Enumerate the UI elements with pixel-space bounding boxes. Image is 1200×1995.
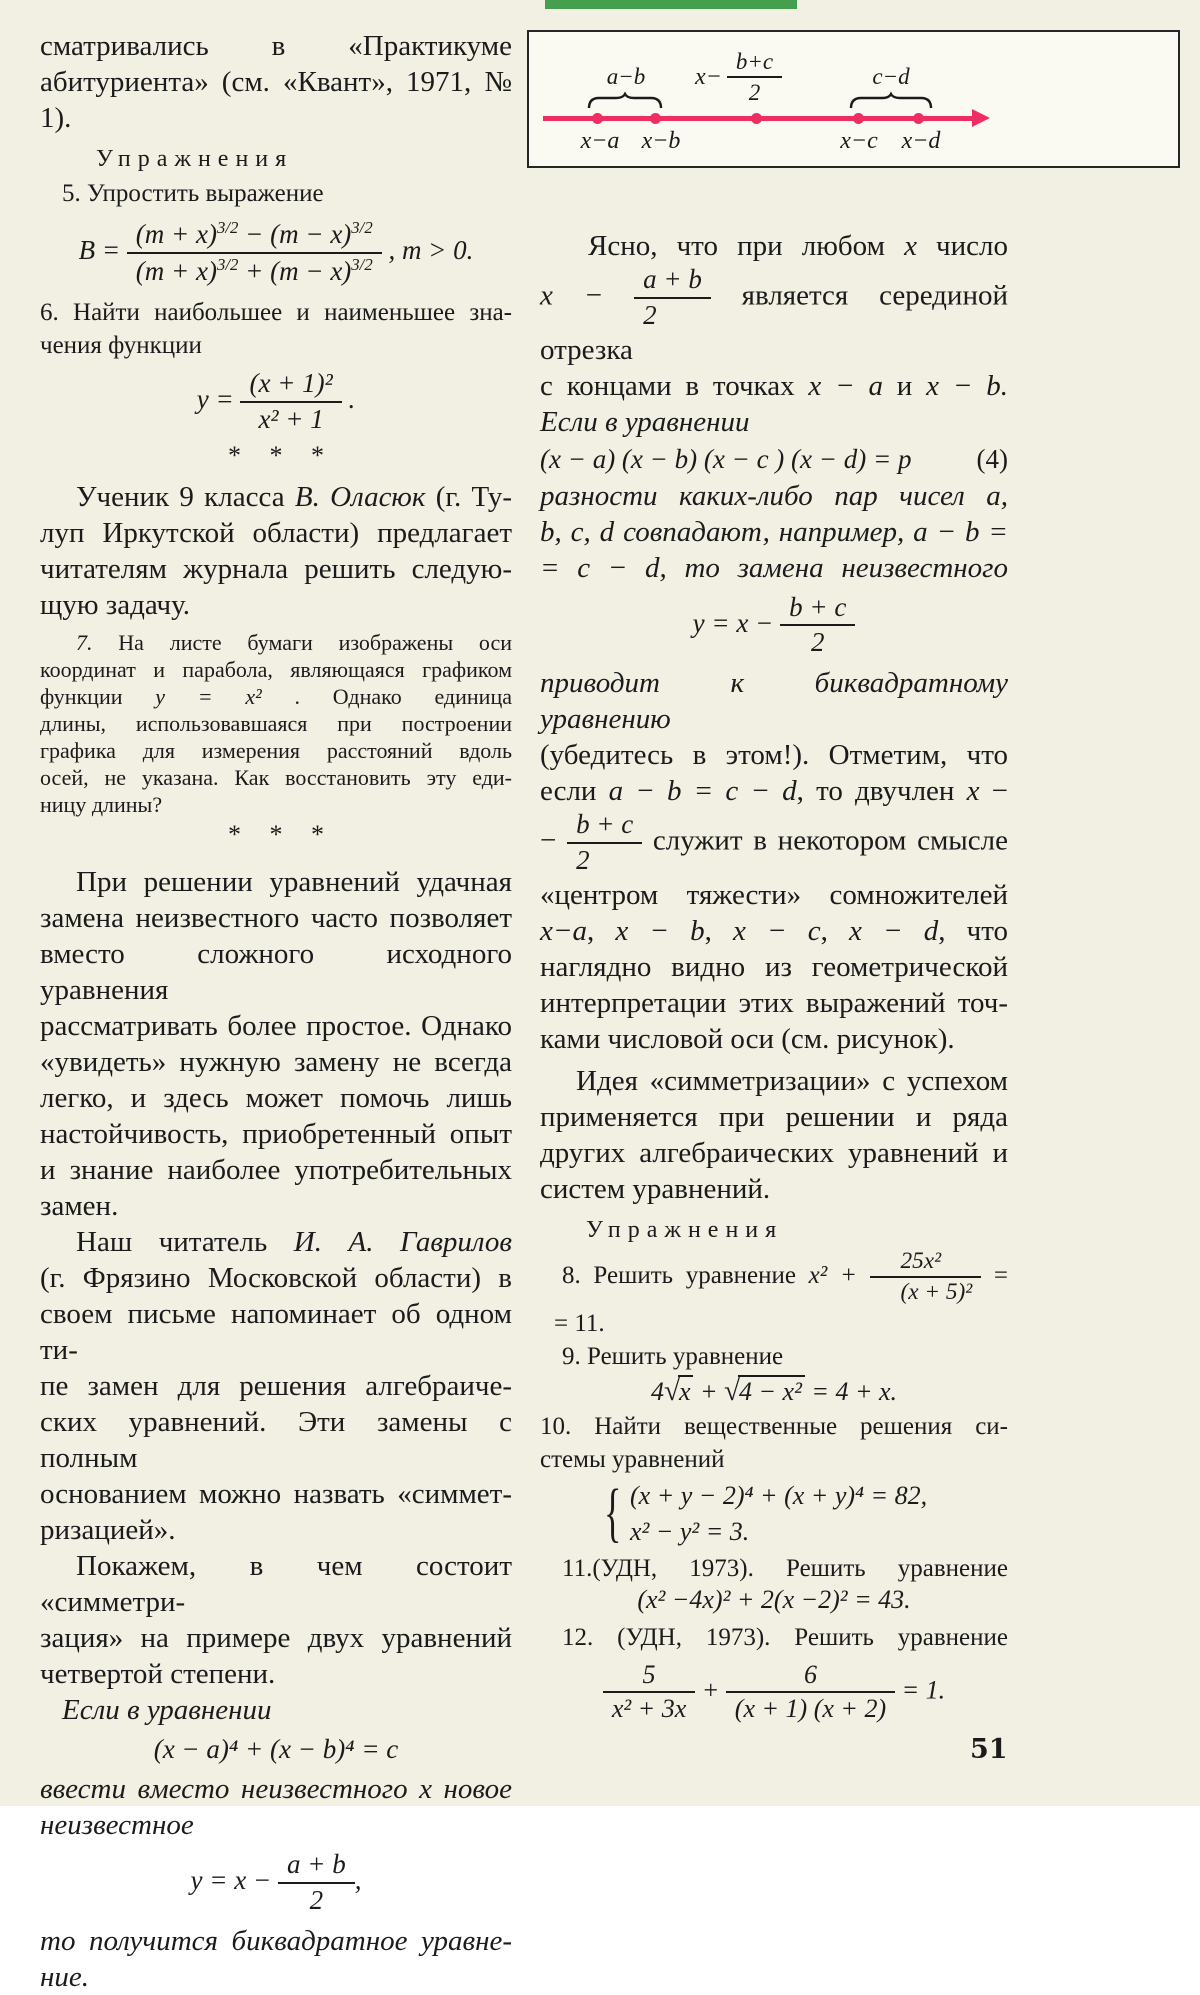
text-line: других алгебраических уравнений и	[540, 1136, 1008, 1169]
point-dot-xa	[592, 113, 603, 124]
scan-artifact-strip	[545, 0, 797, 9]
system-equation-2: x² − y² = 3.	[630, 1516, 750, 1546]
radical: √x	[664, 1377, 694, 1406]
exercise-9: 9. Решить уравнение 4√x + √4 − x² = 4 + x.	[540, 1340, 1008, 1408]
text-line: неизвестное	[40, 1809, 194, 1842]
paragraph-pokazhem	[40, 1548, 512, 1692]
paragraph-continuation	[40, 28, 512, 136]
exercises-heading: Упражнения	[586, 1216, 784, 1243]
text-line: 6. Найти наибольшее и наименьшее зна-	[40, 298, 512, 326]
text-line: четвертой степени.	[40, 1658, 276, 1691]
text-line: ризацией».	[40, 1514, 176, 1547]
text-line: с концами в точках x − a и x − b.	[540, 369, 1008, 402]
system-brace: {	[604, 1475, 622, 1549]
text-line: то получится биквадратное уравне-	[40, 1925, 512, 1958]
fraction: $\frac{\text{(x + 1)²}}{\text{x² + 1}}$	[240, 368, 341, 436]
text-line: ских уравнений. Эти замены с полным	[40, 1406, 512, 1475]
formula-substitution-ab: y = x − $\frac{a + b}{2}$ ,	[190, 1849, 362, 1916]
paragraph-pri-reshenii	[40, 864, 512, 1224]
exercise-10	[540, 1410, 1008, 1550]
midpoint-fraction: $\frac{b+c}{2}$	[727, 48, 782, 106]
fraction: $\frac{6}{(x + 1) (x + 2)}$	[726, 1660, 895, 1725]
brace-left-label: a−b	[606, 64, 646, 89]
text-line: ние.	[40, 1961, 90, 1994]
exercise-8: 8. Решить уравнение x² + $\frac{\text{25x²}}{\text{(x + 5)²}}$ = = 11.	[540, 1248, 1008, 1340]
text-line: ввести вместо неизвестного x новое	[40, 1773, 512, 1806]
right-column	[540, 228, 1008, 1731]
text-line: своем письме напоминает об одном ти-	[40, 1298, 512, 1367]
inline-fraction-line: − $\frac{b + c}{2}$ служит в некотором смысле	[540, 809, 1009, 876]
text-line: интерпретации этих выражений точ-	[540, 986, 1008, 1019]
fraction: $\frac{5}{\text{x² + 3x}}$	[603, 1660, 695, 1725]
exercises-heading: Упражнения	[96, 146, 294, 172]
fraction: $\frac{b + c}{2}$	[780, 592, 855, 660]
overbrace-left-icon	[587, 94, 663, 108]
fraction: $\frac{b + c}{2}$	[567, 809, 642, 877]
system-equation-1: (x + y − 2)⁴ + (x + y)⁴ = 82,	[630, 1480, 928, 1510]
text-line: читателям журнала решить следую-	[40, 553, 512, 586]
text-line: щую задачу.	[40, 589, 190, 622]
text-line: Ученик 9 класса В. Оласюк (г. Ту-	[76, 481, 512, 514]
text-line: рассматривать более простое. Однако	[40, 1010, 512, 1043]
paragraph-privodit	[540, 665, 1008, 809]
equation-4: (x − a) (x − b) (x − c ) (x − d) = p (4)	[540, 440, 1008, 478]
exercise-11: 11.(УДН, 1973). Решить уравнение (x² −4x)² + 2(x −2)² = 43.	[540, 1552, 1008, 1615]
lead-in-esli: Если в уравнении	[62, 1694, 272, 1727]
point-dot-xd	[913, 113, 924, 124]
text-line: ницу длины?	[40, 792, 163, 818]
paragraph-nash-chitatel	[40, 1224, 512, 1548]
equation-number: (4)	[976, 443, 1008, 474]
text-line: и знание наиболее употребительных	[40, 1154, 512, 1187]
text-line: систем уравнений.	[540, 1172, 771, 1205]
exercise-11-formula: (x² −4x)² + 2(x −2)² = 43.	[637, 1584, 911, 1614]
text-line: луп Иркутской области) предлагает	[40, 517, 512, 550]
fraction: $\frac{a + b}{2}$	[278, 1849, 355, 1917]
midpoint-label-prefix: x−	[695, 63, 722, 90]
radical: √4 − x²	[724, 1377, 805, 1406]
text-line: Покажем, в чем состоит «симметри-	[40, 1550, 512, 1619]
paragraph-to-poluchitsya	[40, 1923, 512, 1995]
page-number: 51	[970, 1734, 1008, 1765]
formula-lhs: B =	[78, 235, 121, 266]
text-line: 7. На листе бумаги изображены оси	[76, 630, 512, 656]
text-line: При решении уравнений удачная	[76, 866, 512, 899]
text-line: основанием можно назвать «симмет-	[40, 1478, 512, 1511]
inline-fraction-line: x − $\frac{a + b}{2}$ является серединой отрезка	[540, 264, 1008, 366]
fraction: $\frac{a + b}{2}$	[634, 264, 711, 332]
text-line: «увидеть» нужную замену не всегда	[40, 1046, 512, 1079]
arrow-right-icon	[972, 109, 990, 127]
exercise-7	[40, 629, 512, 818]
text-line: = c − d, то замена неизвестного	[540, 551, 1008, 584]
text-line: осей, не указана. Как восстановить эту еди-	[40, 765, 512, 791]
text-line: (убедитесь в этом!). Отметим, что	[540, 739, 1008, 772]
left-column	[40, 28, 512, 1995]
overbrace-right-icon	[849, 94, 933, 108]
formula-condition: , m > 0.	[388, 235, 474, 266]
text-line: разности каких-либо пар чисел a,	[540, 479, 1008, 512]
exercise-12-formula: $\frac{5}{\text{x² + 3x}}$ + $\frac{6}{(x + 1) (x + 2)}$ = 1.	[540, 1660, 1008, 1725]
text-line: абитуриента» (см. «Квант», 1971, № 1).	[40, 66, 512, 134]
paragraph-raznosti	[540, 478, 1008, 586]
paragraph-vvesti	[40, 1771, 512, 1843]
paragraph-privodit-rest	[540, 877, 1008, 1057]
text-line: настойчивость, приобретенный опыт	[40, 1118, 512, 1151]
point-label: x−d	[901, 128, 941, 154]
text-line: длины, использовавшаяся при построении	[40, 711, 512, 737]
text-line: зация» на примере двух уравнений	[40, 1622, 512, 1655]
text-line: координат и парабола, являющаяся графиком	[40, 657, 512, 683]
text-line: Наш читатель И. А. Гаврилов	[76, 1226, 512, 1259]
text-line: x−a, x − b, x − c, x − d, что	[540, 914, 1009, 947]
formula-b	[40, 218, 512, 288]
paragraph-uchenik	[40, 479, 512, 623]
formula-y: y = $\frac{\text{(x + 1)²}}{\text{x² + 1}}$ .	[196, 367, 356, 434]
exercise-8-result: = 11.	[554, 1309, 605, 1337]
formula-substitution-bc: y = x − $\frac{b + c}{2}$	[540, 592, 1008, 660]
text-line: Идея «симметризации» с успехом	[576, 1064, 1008, 1097]
paragraph-yasno-rest	[540, 368, 1008, 440]
text-line: «центром тяжести» сомножителей	[540, 878, 1008, 911]
text-line: Ясно, что при любом x число	[588, 230, 1009, 262]
exercise-12: 12. (УДН, 1973). Решить уравнение $\frac{5}{\text{x² + 3x}}$ + $\frac{6}{(x + 1) (x + 2)}$ = 1.	[540, 1621, 1008, 1725]
text-line: Если в уравнении	[540, 405, 750, 438]
paragraph-yasno	[540, 228, 1008, 264]
text-line: пе замен для решения алгебраиче-	[40, 1370, 512, 1403]
text-line: (г. Фрязино Московской области) в	[40, 1262, 512, 1295]
section-divider-stars: * * *	[228, 441, 324, 471]
figure-midpoint-label	[695, 48, 782, 106]
point-label: x−a	[580, 128, 620, 154]
point-label: x−c	[840, 128, 878, 154]
text-line: графика для измерения расстояний вдоль	[40, 738, 512, 764]
fraction: $\frac{\text{25x²}}{\text{(x + 5)²}}$	[870, 1248, 982, 1307]
text-line: стемы уравнений	[540, 1445, 725, 1473]
text-line: 10. Найти вещественные решения си-	[540, 1412, 1008, 1440]
text-line: легко, и здесь может помочь лишь	[40, 1082, 512, 1115]
equation-system	[604, 1475, 1008, 1550]
point-dot-xc	[853, 113, 864, 124]
number-line-figure	[527, 30, 1180, 168]
section-divider-stars: * * *	[228, 820, 324, 850]
point-dot-mid	[751, 113, 762, 124]
text-line: ками числовой оси (см. рисунок).	[540, 1022, 955, 1055]
text-line: если a − b = c − d, то двучлен x −	[540, 775, 1008, 808]
text-line: функции y = x² . Однако единица	[40, 684, 512, 710]
text-line: чения функции	[40, 331, 202, 359]
text-line: b, c, d совпадают, например, a − b =	[540, 515, 1008, 548]
exercise-5-head: 5. Упростить выражение	[62, 180, 324, 207]
text-line: замен.	[40, 1190, 119, 1223]
point-dot-xb	[650, 113, 661, 124]
text-line: приводит к биквадратному уравнению	[540, 667, 1008, 736]
exercise-6	[40, 296, 512, 362]
text-line: применяется при решении и ряда	[540, 1100, 1008, 1133]
fraction: $\frac{(m + x)^{3/2} - (m - x)^{3/2}}{(m + x)^{3/2} + (m - x)^{3/2}}$	[127, 218, 382, 288]
text-line: сматривались в «Практикуме	[40, 30, 512, 62]
formula-fourth-power: (x − a)⁴ + (x − b)⁴ = c	[153, 1734, 399, 1765]
exercise-9-formula: 4√x + √4 − x² = 4 + x.	[650, 1374, 898, 1407]
point-label: x−b	[641, 128, 681, 154]
text-line: замена неизвестного часто позволяет	[40, 902, 512, 935]
brace-right-label: c−d	[872, 64, 910, 89]
text-line: вместо сложного исходного уравнения	[40, 938, 512, 1007]
text-line: наглядно видно из геометрической	[540, 950, 1008, 983]
paragraph-ideya	[540, 1063, 1008, 1207]
